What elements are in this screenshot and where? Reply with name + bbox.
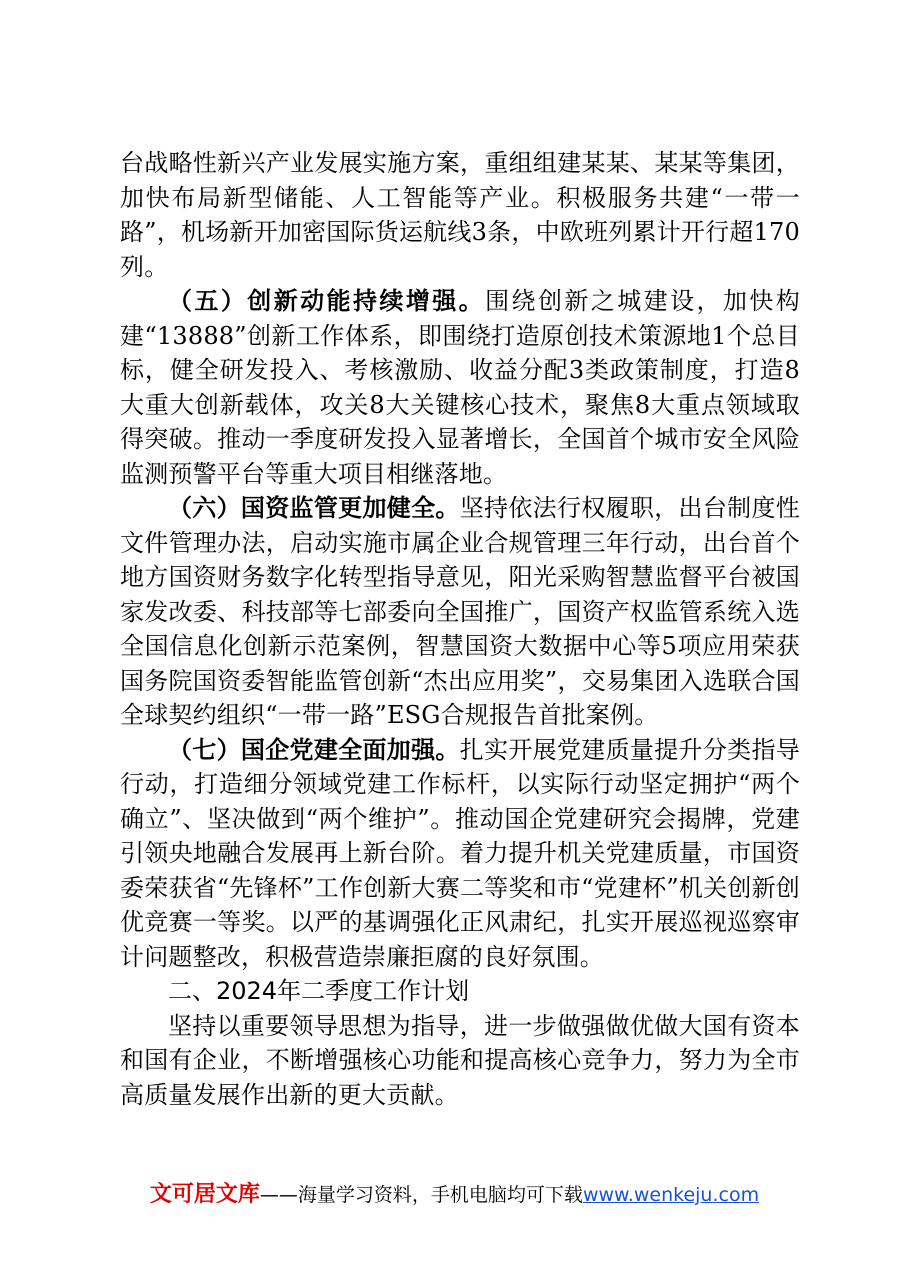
text-supervision: 坚持依法行权履职，出台制度性文件管理办法，启动实施市属企业合规管理三年行动，出台首个地方国资财务数字化转型指导意见，阳光采购智慧监督平台被国家发改委、科技部等七部委向全国推广，国资产权监管系统入选全国信息化创新示范案例，智慧国资大数据中心等5项应用荣获国务院国资委智能监管创新“杰出应用奖”，交易集团入选联合国全球契约组织“一带一路”ESG合规报告首批案例。 (120, 494, 800, 729)
heading-supervision: （六）国资监管更加健全。 (168, 494, 460, 522)
text-party-building: 扎实开展党建质量提升分类指导行动，打造细分领域党建工作标杆，以实际行动坚定拥护“两个确立”、坚决做到“两个维护”。推动国企党建研究会揭牌，党建引领央地融合发展再上新台阶。着力提升机关党建质量，市国资委荣获省“先锋杯”工作创新大赛二等奖和市“党建杯”机关创新创优竞赛一等奖。以严的基调强化正风肃纪，扎实开展巡视巡察审计问题整改，积极营造崇廉拒腐的良好氛围。 (120, 735, 800, 971)
footer-banner (0, 1180, 909, 1210)
text-innovation: 围绕创新之城建设，加快构建“13888”创新工作体系，即围绕打造原创技术策源地1个总目标，健全研发投入、考核激励、收益分配3类政策制度，打造8大重大创新载体，攻关8大关键核心技术，聚焦8大重点领域取得突破。推动一季度研发投入显著增长，全国首个城市安全风险监测预警平台等重大项目相继落地。 (120, 287, 800, 488)
footer-brand: 文可居文库 (149, 1182, 260, 1207)
footer-site-link[interactable]: www.wenkeju.com (582, 1184, 760, 1206)
heading-party-building: （七）国企党建全面加强。 (168, 735, 460, 764)
paragraph-innovation (120, 284, 800, 491)
paragraph-plan: 坚持以重要领导思想为指导，进一步做强做优做大国有资本和国有企业，不断增强核心功能和提高核心竞争力，努力为全市高质量发展作出新的更大贡献。 (120, 1011, 800, 1109)
heading-innovation: （五）创新动能持续增强。 (168, 287, 486, 315)
paragraph-party-building (120, 733, 800, 975)
paragraph-supervision (120, 491, 800, 733)
paragraph-continuation: 台战略性新兴产业发展实施方案，重组组建某某、某某等集团，加快布局新型储能、人工智能等产业。积极服务共建“一带一路”，机场新开加密国际货运航线3条，中欧班列累计开行超170列。 (120, 149, 800, 281)
footer-slogan: ——海量学习资料，手机电脑均可下载 (259, 1184, 583, 1206)
document-body (120, 146, 800, 1112)
section-heading-plan: 二、2024年二季度工作计划 (168, 977, 470, 1005)
